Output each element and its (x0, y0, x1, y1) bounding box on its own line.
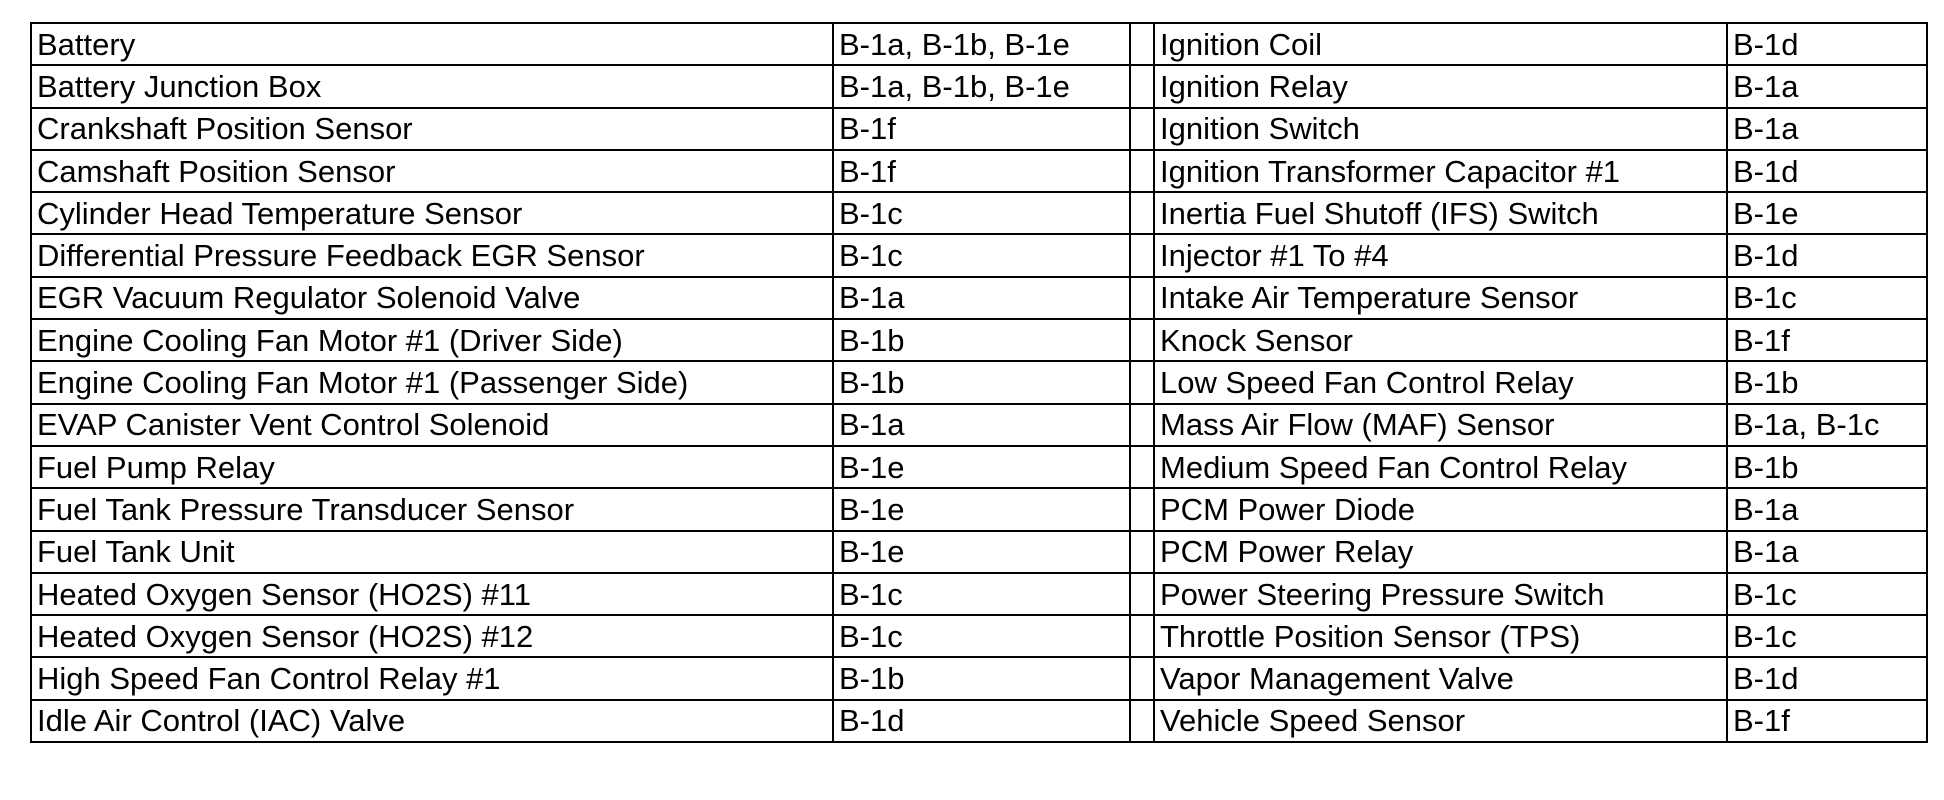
component-name-cell: Inertia Fuel Shutoff (IFS) Switch (1154, 192, 1727, 234)
location-ref-cell: B-1a, B-1c (1727, 404, 1927, 446)
location-ref-cell: B-1b (833, 361, 1130, 403)
location-ref-cell: B-1c (1727, 277, 1927, 319)
location-ref-cell: B-1b (1727, 446, 1927, 488)
location-ref-cell: B-1e (833, 531, 1130, 573)
location-ref-cell: B-1b (833, 319, 1130, 361)
component-name-cell: Mass Air Flow (MAF) Sensor (1154, 404, 1727, 446)
location-ref-cell: B-1d (833, 700, 1130, 742)
location-ref-cell: B-1a (833, 404, 1130, 446)
column-gap (1130, 277, 1154, 319)
column-gap (1130, 488, 1154, 530)
component-name-cell: Vapor Management Valve (1154, 657, 1727, 699)
column-gap (1130, 108, 1154, 150)
location-ref-cell: B-1c (833, 234, 1130, 276)
component-name-cell: Fuel Tank Pressure Transducer Sensor (31, 488, 833, 530)
component-location-table (30, 22, 1928, 743)
location-ref-cell: B-1e (833, 488, 1130, 530)
location-ref-cell: B-1a (1727, 108, 1927, 150)
table-body (31, 23, 1927, 742)
component-name-cell: High Speed Fan Control Relay #1 (31, 657, 833, 699)
table-row (31, 615, 1927, 657)
table-row (31, 657, 1927, 699)
location-ref-cell: B-1c (833, 573, 1130, 615)
table-row (31, 446, 1927, 488)
component-name-cell: Ignition Coil (1154, 23, 1727, 65)
component-name-cell: Medium Speed Fan Control Relay (1154, 446, 1727, 488)
table-row (31, 404, 1927, 446)
component-name-cell: Heated Oxygen Sensor (HO2S) #11 (31, 573, 833, 615)
component-name-cell: PCM Power Relay (1154, 531, 1727, 573)
location-ref-cell: B-1a (1727, 65, 1927, 107)
column-gap (1130, 573, 1154, 615)
location-ref-cell: B-1a (1727, 531, 1927, 573)
table-row (31, 65, 1927, 107)
table-row (31, 23, 1927, 65)
component-name-cell: Throttle Position Sensor (TPS) (1154, 615, 1727, 657)
component-name-cell: Fuel Tank Unit (31, 531, 833, 573)
component-name-cell: Differential Pressure Feedback EGR Sensor (31, 234, 833, 276)
column-gap (1130, 531, 1154, 573)
location-ref-cell: B-1f (1727, 700, 1927, 742)
location-ref-cell: B-1d (1727, 23, 1927, 65)
component-name-cell: PCM Power Diode (1154, 488, 1727, 530)
component-name-cell: Idle Air Control (IAC) Valve (31, 700, 833, 742)
location-ref-cell: B-1e (1727, 192, 1927, 234)
component-name-cell: Crankshaft Position Sensor (31, 108, 833, 150)
component-name-cell: Heated Oxygen Sensor (HO2S) #12 (31, 615, 833, 657)
column-gap (1130, 657, 1154, 699)
component-name-cell: Vehicle Speed Sensor (1154, 700, 1727, 742)
component-name-cell: Low Speed Fan Control Relay (1154, 361, 1727, 403)
location-ref-cell: B-1c (1727, 573, 1927, 615)
column-gap (1130, 361, 1154, 403)
location-ref-cell: B-1a (1727, 488, 1927, 530)
table-row (31, 234, 1927, 276)
component-name-cell: Ignition Switch (1154, 108, 1727, 150)
component-name-cell: Battery (31, 23, 833, 65)
column-gap (1130, 700, 1154, 742)
component-name-cell: Power Steering Pressure Switch (1154, 573, 1727, 615)
location-ref-cell: B-1a, B-1b, B-1e (833, 65, 1130, 107)
component-name-cell: Battery Junction Box (31, 65, 833, 107)
location-ref-cell: B-1d (1727, 657, 1927, 699)
column-gap (1130, 319, 1154, 361)
component-name-cell: Engine Cooling Fan Motor #1 (Passenger Side) (31, 361, 833, 403)
location-ref-cell: B-1f (833, 150, 1130, 192)
table-row (31, 573, 1927, 615)
component-name-cell: Ignition Transformer Capacitor #1 (1154, 150, 1727, 192)
location-ref-cell: B-1d (1727, 150, 1927, 192)
column-gap (1130, 65, 1154, 107)
column-gap (1130, 404, 1154, 446)
column-gap (1130, 615, 1154, 657)
table-row (31, 488, 1927, 530)
table-row (31, 150, 1927, 192)
component-name-cell: Fuel Pump Relay (31, 446, 833, 488)
component-name-cell: Engine Cooling Fan Motor #1 (Driver Side) (31, 319, 833, 361)
component-name-cell: Camshaft Position Sensor (31, 150, 833, 192)
location-ref-cell: B-1a, B-1b, B-1e (833, 23, 1130, 65)
location-ref-cell: B-1f (1727, 319, 1927, 361)
component-name-cell: Knock Sensor (1154, 319, 1727, 361)
column-gap (1130, 150, 1154, 192)
table-row (31, 192, 1927, 234)
table-row (31, 277, 1927, 319)
location-ref-cell: B-1f (833, 108, 1130, 150)
table-row (31, 319, 1927, 361)
column-gap (1130, 23, 1154, 65)
component-name-cell: EGR Vacuum Regulator Solenoid Valve (31, 277, 833, 319)
component-name-cell: Ignition Relay (1154, 65, 1727, 107)
component-name-cell: Injector #1 To #4 (1154, 234, 1727, 276)
location-ref-cell: B-1c (833, 615, 1130, 657)
component-name-cell: Intake Air Temperature Sensor (1154, 277, 1727, 319)
location-ref-cell: B-1b (1727, 361, 1927, 403)
table-row (31, 108, 1927, 150)
column-gap (1130, 192, 1154, 234)
location-ref-cell: B-1a (833, 277, 1130, 319)
column-gap (1130, 446, 1154, 488)
location-ref-cell: B-1c (833, 192, 1130, 234)
component-name-cell: Cylinder Head Temperature Sensor (31, 192, 833, 234)
component-name-cell: EVAP Canister Vent Control Solenoid (31, 404, 833, 446)
table-row (31, 361, 1927, 403)
column-gap (1130, 234, 1154, 276)
location-ref-cell: B-1b (833, 657, 1130, 699)
location-ref-cell: B-1c (1727, 615, 1927, 657)
location-ref-cell: B-1e (833, 446, 1130, 488)
table-row (31, 700, 1927, 742)
location-ref-cell: B-1d (1727, 234, 1927, 276)
table-row (31, 531, 1927, 573)
